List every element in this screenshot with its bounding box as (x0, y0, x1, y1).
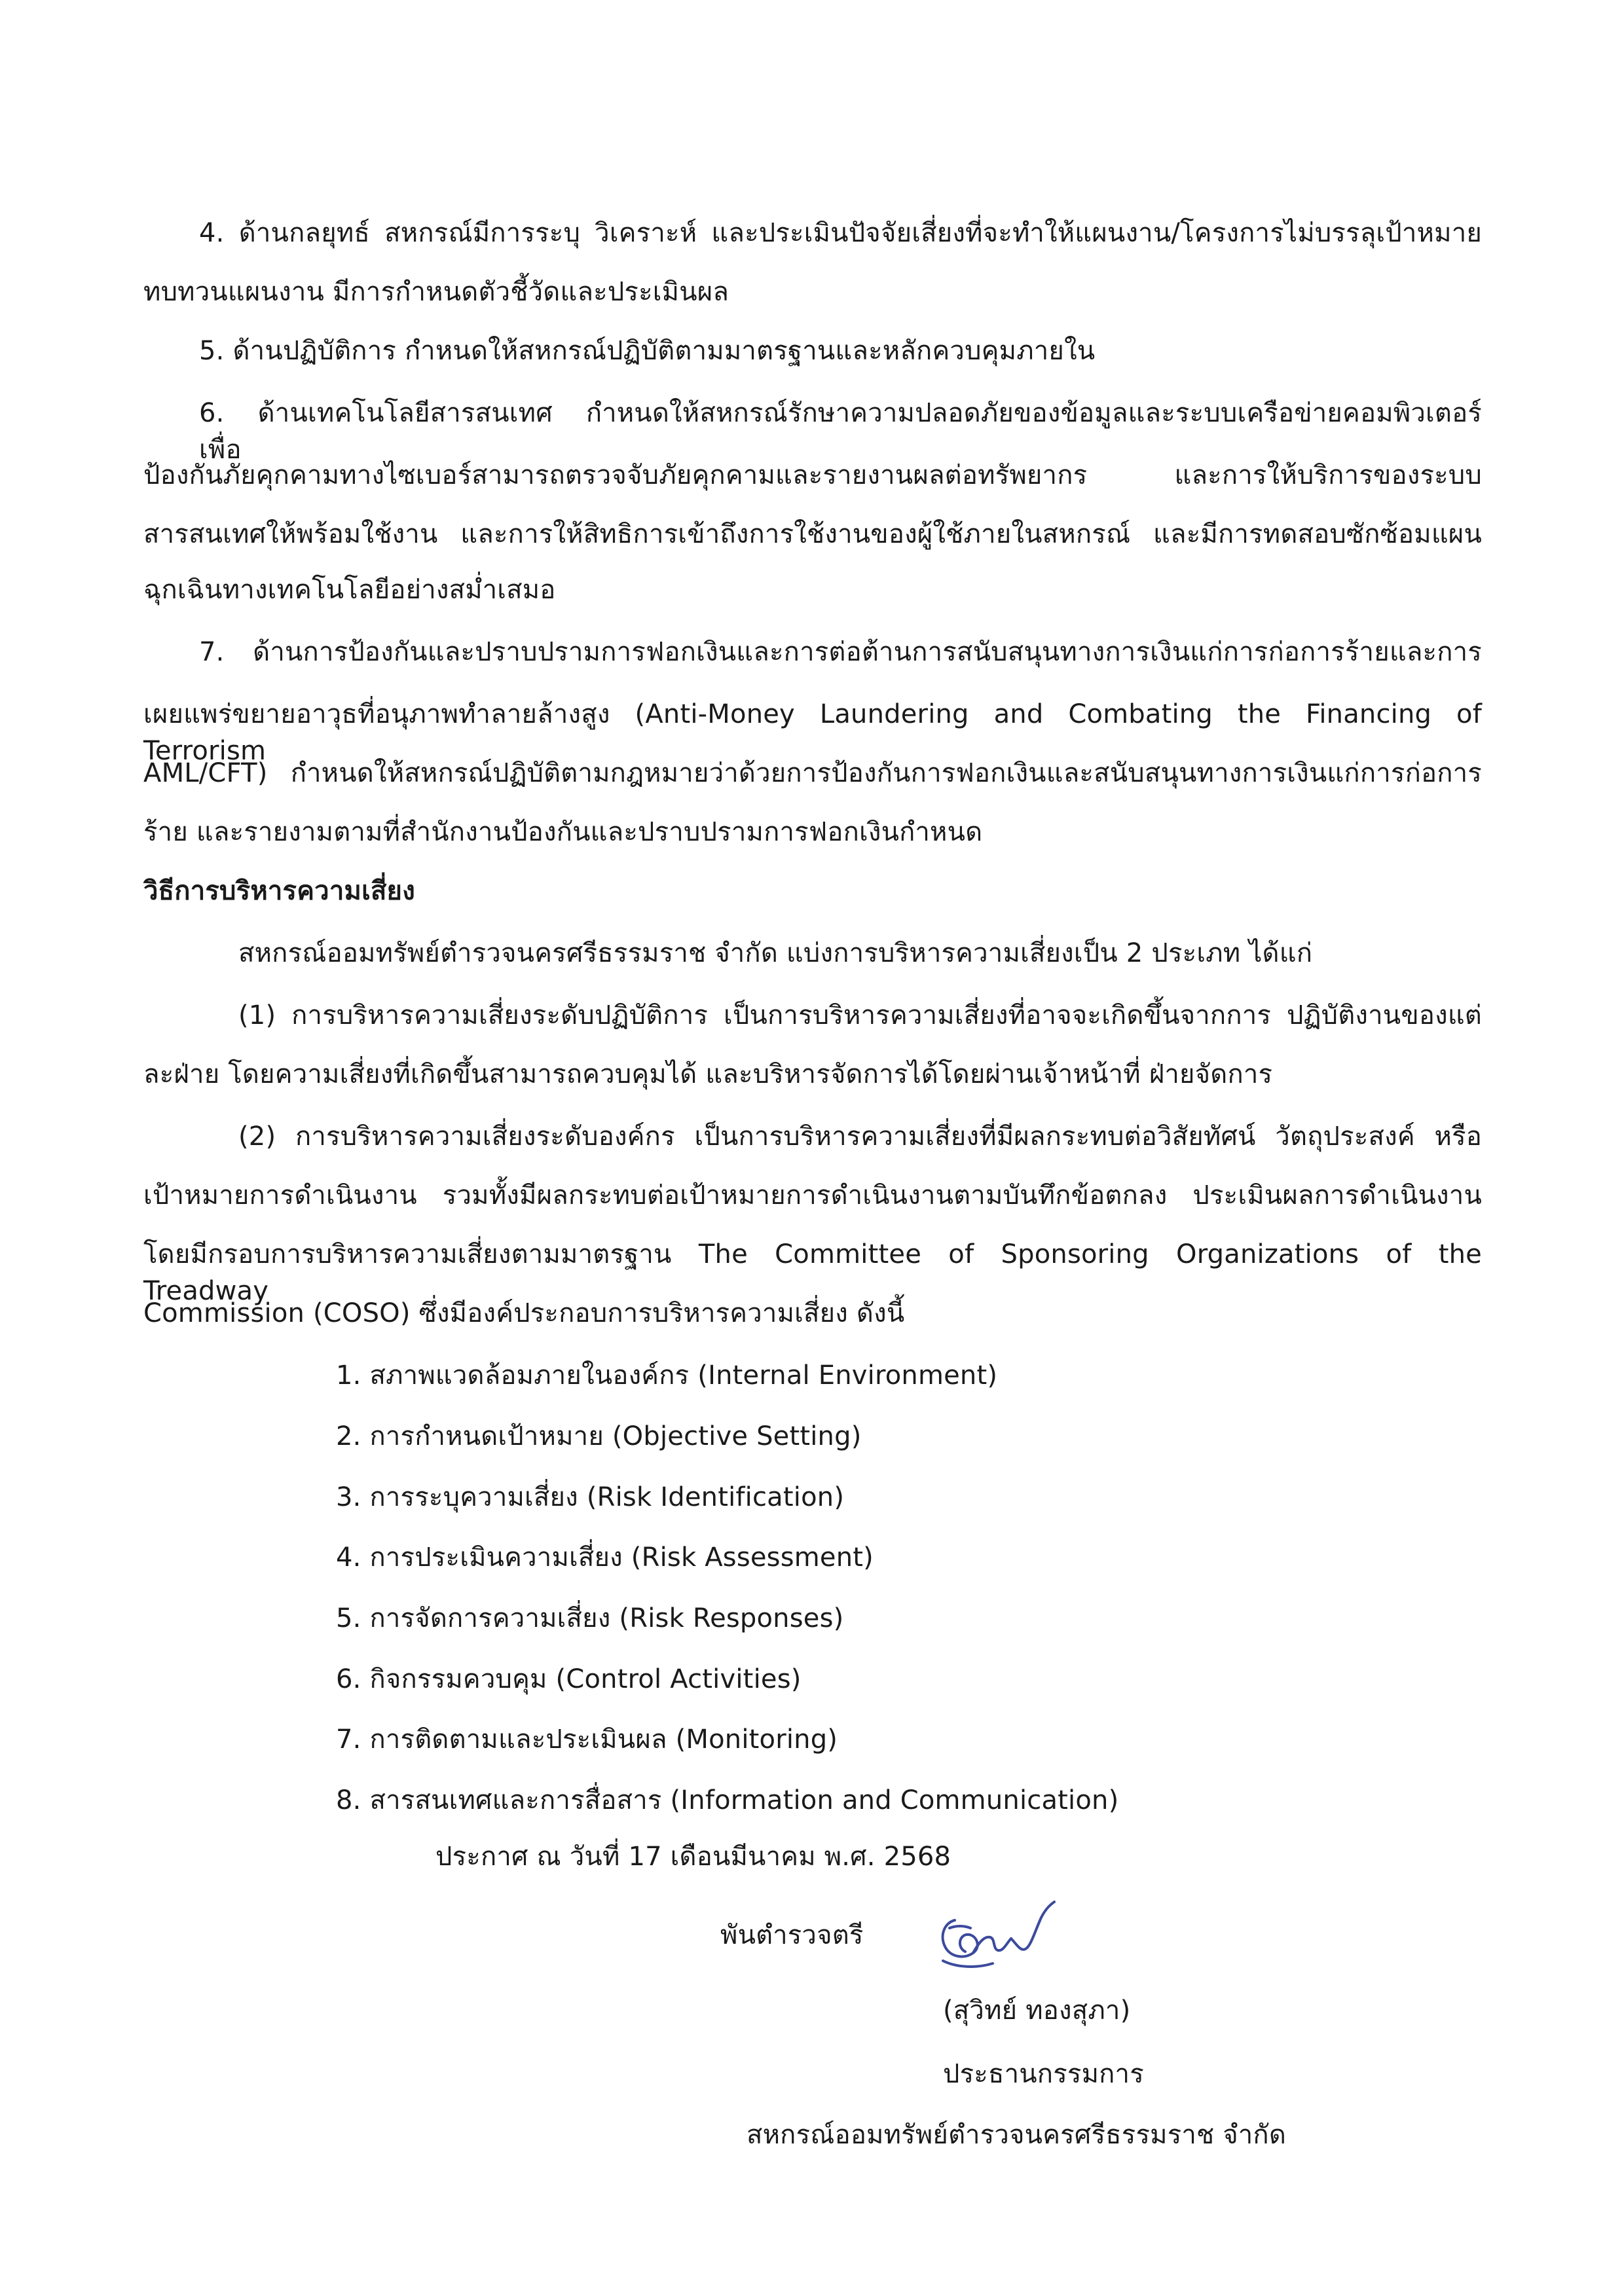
risk-item-6-line-3: สารสนเทศให้พร้อมใช้งาน และการให้สิทธิการเข้าถึงการใช้งานของผู้ใช้ภายในสหกรณ์ และมีการทดสอบซักซ้อมแผน (143, 519, 1482, 549)
signature-rank: พันตำรวจตรี (720, 1920, 864, 1950)
signatory-position: ประธานกรรมการ (943, 2059, 1144, 2089)
signatory-name: (สุวิทย์ ทองสุภา) (943, 1995, 1131, 2026)
signatory-organization: สหกรณ์ออมทรัพย์ตำรวจนครศรีธรรมราช จำกัด (747, 2120, 1286, 2150)
risk-type-1-line-1: (1) การบริหารความเสี่ยงระดับปฏิบัติการ เป็นการบริหารความเสี่ยงที่อาจจะเกิดขึ้นจากการ ปฏิบัติงานของแต่ (238, 1000, 1482, 1030)
section-heading: วิธีการบริหารความเสี่ยง (143, 876, 415, 906)
handwritten-signature-icon (930, 1895, 1058, 1984)
coso-component-item: 8. สารสนเทศและการสื่อสาร (Information and Communication) (336, 1785, 1119, 1815)
risk-item-4-line-1: 4. ด้านกลยุทธ์ สหกรณ์มีการระบุ วิเคราะห์ และประเมินปัจจัยเสี่ยงที่จะทำให้แผนงาน/โครงการไม่บรรลุเป้าหมาย (199, 218, 1482, 248)
risk-item-6-line-4: ฉุกเฉินทางเทคโนโลยีอย่างสม่ำเสมอ (143, 575, 556, 605)
risk-item-4-line-2: ทบทวนแผนงาน มีการกำหนดตัวชี้วัดและประเมินผล (143, 277, 729, 307)
coso-component-item: 6. กิจกรรมควบคุม (Control Activities) (336, 1664, 802, 1694)
risk-type-1-line-2: ละฝ่าย โดยความเสี่ยงที่เกิดขึ้นสามารถควบคุมได้ และบริหารจัดการได้โดยผ่านเจ้าหน้าที่ ฝ่ายจัดการ (143, 1059, 1273, 1089)
intro-paragraph: สหกรณ์ออมทรัพย์ตำรวจนครศรีธรรมราช จำกัด แบ่งการบริหารความเสี่ยงเป็น 2 ประเภท ได้แก่ (238, 938, 1313, 968)
coso-component-item: 4. การประเมินความเสี่ยง (Risk Assessment) (336, 1542, 874, 1573)
coso-component-item: 1. สภาพแวดล้อมภายในองค์กร (Internal Environment) (336, 1360, 998, 1391)
risk-type-2-line-4: Commission (COSO) ซึ่งมีองค์ประกอบการบริหารความเสี่ยง ดังนี้ (143, 1298, 905, 1328)
risk-item-7-line-2: เผยแพร่ขยายอาวุธที่อนุภาพทำลายล้างสูง (Anti-Money Laundering and Combating the Financing of Terrorism (143, 699, 1482, 766)
coso-component-item: 2. การกำหนดเป้าหมาย (Objective Setting) (336, 1421, 862, 1451)
risk-item-7-line-4: ร้าย และรายงามตามที่สำนักงานป้องกันและปราบปรามการฟอกเงินกำหนด (143, 817, 983, 847)
risk-item-6-line-2: ป้องกันภัยคุกคามทางไซเบอร์สามารถตรวจจับภัยคุกคามและรายงานผลต่อทรัพยากร และการให้บริการของระบบ (143, 460, 1482, 490)
coso-component-item: 7. การติดตามและประเมินผล (Monitoring) (336, 1724, 838, 1755)
risk-item-6-line-1: 6. ด้านเทคโนโลยีสารสนเทศ กำหนดให้สหกรณ์รักษาความปลอดภัยของข้อมูลและระบบเครือข่ายคอมพิวเตอร์ เพื่อ (199, 398, 1482, 465)
coso-component-item: 5. การจัดการความเสี่ยง (Risk Responses) (336, 1603, 844, 1633)
risk-item-7-line-1: 7. ด้านการป้องกันและปราบปรามการฟอกเงินและการต่อต้านการสนับสนุนทางการเงินแก่การก่อการร้ายและการ (199, 637, 1482, 667)
risk-type-2-line-1: (2) การบริหารความเสี่ยงระดับองค์กร เป็นการบริหารความเสี่ยงที่มีผลกระทบต่อวิสัยทัศน์ วัตถุประสงค์ หรือ (238, 1121, 1482, 1152)
risk-item-5-line-1: 5. ด้านปฏิบัติการ กำหนดให้สหกรณ์ปฏิบัติตามมาตรฐานและหลักควบคุมภายใน (199, 336, 1096, 366)
risk-item-7-line-3: AML/CFT) กำหนดให้สหกรณ์ปฏิบัติตามกฎหมายว่าด้วยการป้องกันการฟอกเงินและสนับสนุนทางการเงินแก่การก่อการ (143, 758, 1482, 788)
risk-type-2-line-3: โดยมีกรอบการบริหารความเสี่ยงตามมาตรฐาน The Committee of Sponsoring Organizations of the Treadway (143, 1239, 1482, 1306)
risk-type-2-line-2: เป้าหมายการดำเนินงาน รวมทั้งมีผลกระทบต่อเป้าหมายการดำเนินงานตามบันทึกข้อตกลง ประเมินผลการดำเนินงาน (143, 1180, 1482, 1211)
coso-component-item: 3. การระบุความเสี่ยง (Risk Identification) (336, 1482, 845, 1512)
announcement-date: ประกาศ ณ วันที่ 17 เดือนมีนาคม พ.ศ. 2568 (435, 1842, 951, 1872)
